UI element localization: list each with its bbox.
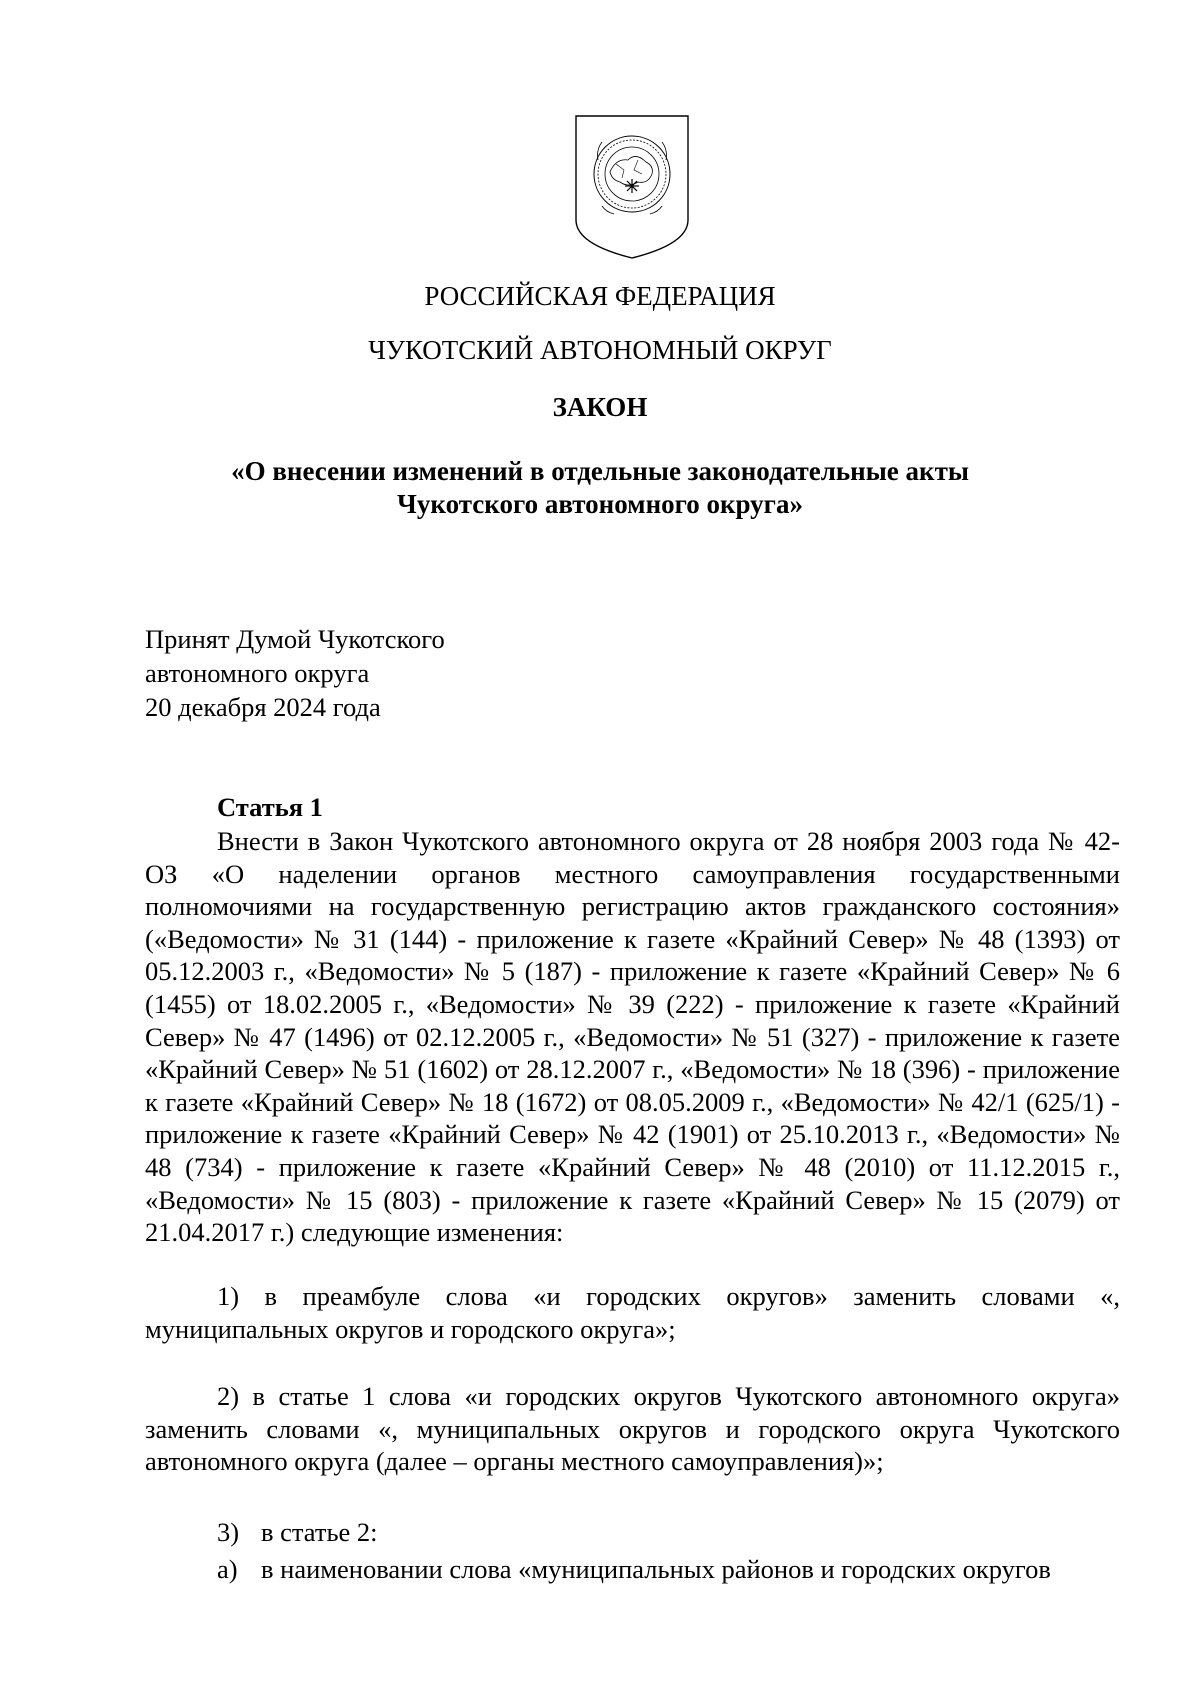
country-heading: РОССИЙСКАЯ ФЕДЕРАЦИЯ — [424, 281, 776, 311]
article-1-item-2 — [145, 1380, 1120, 1478]
adoption-line-1: Принят Думой Чукотского — [145, 624, 445, 654]
item-3-marker: 3) — [217, 1517, 240, 1547]
item-3-text: в статье 2: — [261, 1517, 378, 1547]
adoption-date: 20 декабря 2024 года — [145, 692, 381, 722]
law-title-line-2: Чукотского автономного округа» — [397, 489, 803, 519]
item-2-paragraph: 2) в статье 1 слова «и городских округов Чукотского автономного округа» заменить словами «, муниципальных округов и городского округа Чукотского автономного округа (далее – органы местного самоуправления)»; — [145, 1381, 1120, 1477]
law-title-line-1: «О внесении изменений в отдельные законодательные акты — [231, 456, 969, 486]
adoption-block — [145, 622, 445, 724]
item-3a-marker: а) — [217, 1554, 238, 1584]
item-3a-text: в наименовании слова «муниципальных районов и городских округов — [261, 1554, 1051, 1584]
article-1-heading: Статья 1 — [217, 792, 323, 822]
adoption-line-2: автономного округа — [145, 658, 370, 688]
article-1-item-3a — [217, 1552, 1051, 1586]
region-heading: ЧУКОТСКИЙ АВТОНОМНЫЙ ОКРУГ — [368, 335, 832, 365]
article-1-intro — [145, 825, 1120, 1249]
article-1-intro-paragraph: Внести в Закон Чукотского автономного округа от 28 ноября 2003 года № 42-ОЗ «О наделении органов местного самоуправления государственными полномочиями на государственную регистрацию актов гражданского состояния» («Ведомости» № 31 (144) - приложение к газете «Крайний Север» № 48 (1393) от 05.12.2003 г., «Ведомости» № 5 (187) - приложение к газете «Крайний Север» № 6 (1455) от 18.02.2005 г., «Ведомости» № 39 (222) - приложение к газете «Крайний Север» № 47 (1496) от 02.12.2005 г., «Ведомости» № 51 (327) - приложение к газете «Крайний Север» № 51 (1602) от 28.12.2007 г., «Ведомости» № 18 (396) - приложение к газете «Крайний Север» № 18 (1672) от 08.05.2009 г., «Ведомости» № 42/1 (625/1) - приложение к газете «Крайний Север» № 42 (1901) от 25.10.2013 г., «Ведомости» № 48 (734) - приложение к газете «Крайний Север» № 48 (2010) от 11.12.2015 г., «Ведомости» № 15 (803) - приложение к газете «Крайний Север» № 15 (2079) от 21.04.2017 г.) следующие изменения: — [145, 826, 1120, 1248]
law-title — [0, 455, 1200, 521]
article-1-item-1 — [145, 1280, 1120, 1345]
document-type-heading: ЗАКОН — [552, 392, 648, 422]
coat-of-arms-icon — [572, 112, 692, 262]
item-1-paragraph: 1) в преамбуле слова «и городских округов» заменить словами «, муниципальных округов и городского округа»; — [145, 1281, 1120, 1344]
article-1-item-3 — [217, 1515, 378, 1549]
